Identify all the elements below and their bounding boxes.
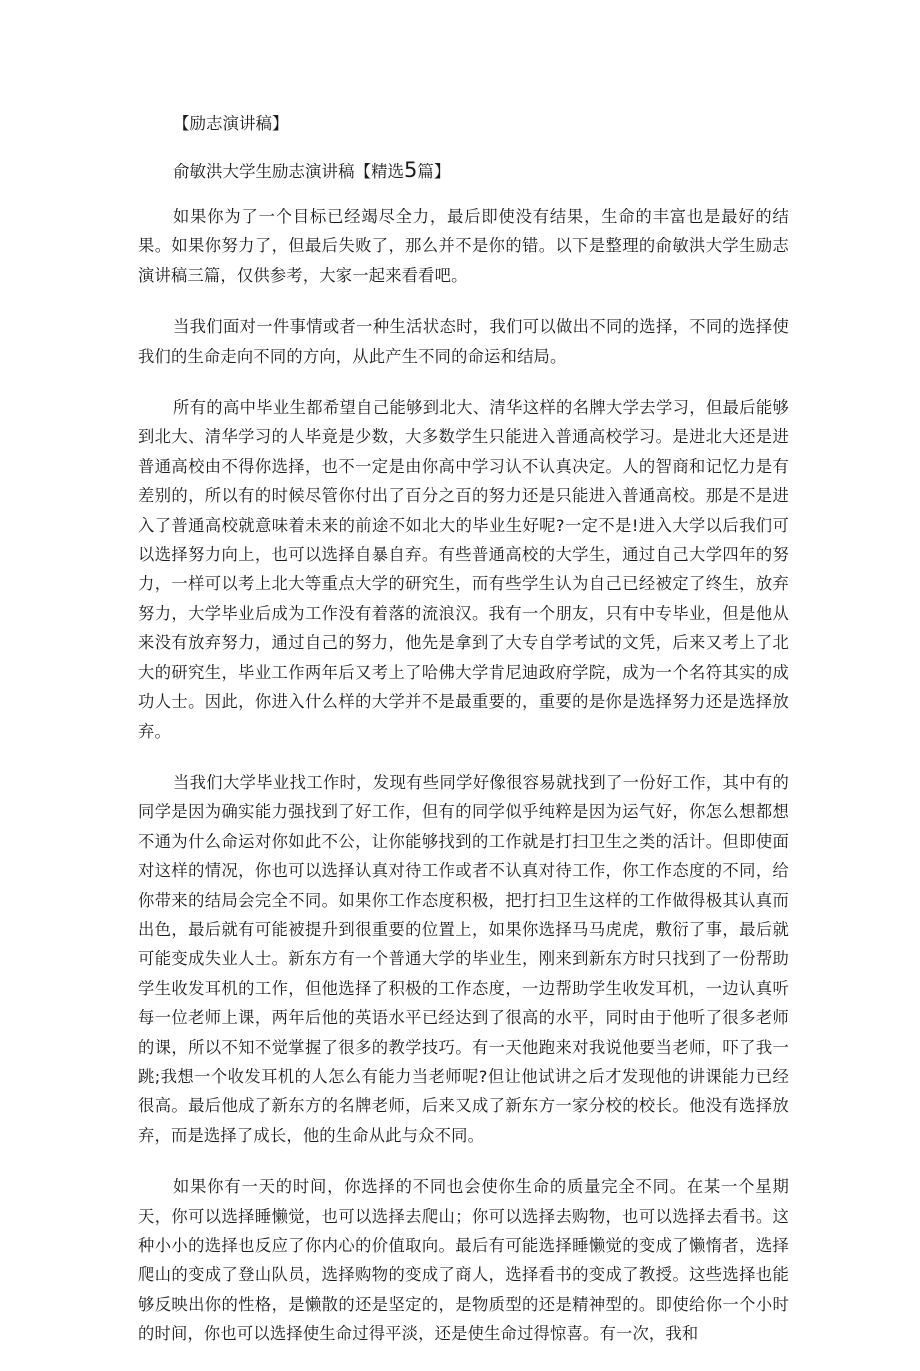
paragraph-university: 所有的高中毕业生都希望自己能够到北大、清华这样的名牌大学去学习，但最后能够到北大、清华学习的人毕竟是少数，大多数学生只能进入普通高校学习。是进北大还是进普通高校由不得你选择，也不一定是由你高中学习认不认真决定。人的智商和记忆力是有差别的，所以有的时候尽管你付出了百分之百的努力还是只能进入普通高校。那是不是进入了普通高校就意味着未来的前途不如北大的毕业生好呢?一定不是!进入大学以后我们可以选择努力向上，也可以选择自暴自弃。有些普通高校的大学生，通过自己大学四年的努力，一样可以考上北大等重点大学的研究生，而有些学生认为自己已经被定了终生，放弃努力，大学毕业后成为工作没有着落的流浪汉。我有一个朋友，只有中专毕业，但是他从来没有放弃努力，通过自己的努力，他先是拿到了大专自学考试的文凭，后来又考上了北大的研究生，毕业工作两年后又考上了哈佛大学肯尼迪政府学院，成为一个名符其实的成功人士。因此，你进入什么样的大学并不是最重要的，重要的是你是选择努力还是选择放弃。 (138, 398, 789, 741)
paragraph-work: 当我们大学毕业找工作时，发现有些同学好像很容易就找到了一份好工作，其中有的同学是因为确实能力强找到了好工作，但有的同学似乎纯粹是因为运气好，你怎么想都想不通为什么命运对你如此不公，让你能够找到的工作就是打扫卫生之类的活计。但即使面对这样的情况，你也可以选择认真对待工作或者不认真对待工作，你工作态度的不同，给你带来的结局会完全不同。如果你工作态度积极，把打扫卫生这样的工作做得极其认真而出色，最后就有可能被提升到很重要的位置上，如果你选择马马虎虎，敷衍了事，最后就可能变成失业人士。新东方有一个普通大学的毕业生，刚来到新东方时只找到了一份帮助学生收发耳机的工作，但他选择了积极的工作态度，一边帮助学生收发耳机，一边认真听每一位老师上课，两年后他的英语水平已经达到了很高的水平，同时由于他听了很多老师的课，所以不知不觉掌握了很多的教学技巧。有一天他跑来对我说他要当老师，吓了我一跳;我想一个收发耳机的人怎么有能力当老师呢?但让他试讲之后才发现他的讲课能力已经很高。最后他成了新东方的名牌老师，后来又成了新东方一家分校的校长。他没有选择放弃，而是选择了成长，他的生命从此与众不同。 (138, 772, 789, 1145)
document-title (173, 158, 450, 184)
title-number: 5 (404, 158, 418, 182)
paragraph-time: 如果你有一天的时间，你选择的不同也会使你生命的质量完全不同。在某一个星期天，你可以选择睡懒觉，也可以选择去爬山；你可以选择去购物，也可以选择去看书。这种小小的选择也反应了你内心的价值取向。最后有可能选择睡懒觉的变成了懒惰者，选择爬山的变成了登山队员，选择购物的变成了商人，选择看书的变成了教授。这些选择也能够反映出你的性格，是懒散的还是坚定的，是物质型的还是精神型的。即使给你一个小时的时间，你也可以选择使生命过得平淡，还是使生命过得惊喜。有一次，我和 (138, 1177, 789, 1344)
paragraph-intro: 如果你为了一个目标已经竭尽全力，最后即使没有结果，生命的丰富也是最好的结果。如果你努力了，但最后失败了，那么并不是你的错。以下是整理的俞敏洪大学生励志演讲稿三篇，仅供参考，大家一起来看看吧。 (138, 207, 789, 285)
category-heading: 【励志演讲稿】 (173, 114, 289, 133)
title-suffix: 篇】 (417, 162, 451, 181)
paragraph-choice: 当我们面对一件事情或者一种生活状态时，我们可以做出不同的选择，不同的选择使我们的生命走向不同的方向，从此产生不同的命运和结局。 (138, 317, 789, 366)
document-body (138, 202, 789, 1371)
title-prefix: 俞敏洪大学生励志演讲稿【精选 (173, 162, 404, 181)
